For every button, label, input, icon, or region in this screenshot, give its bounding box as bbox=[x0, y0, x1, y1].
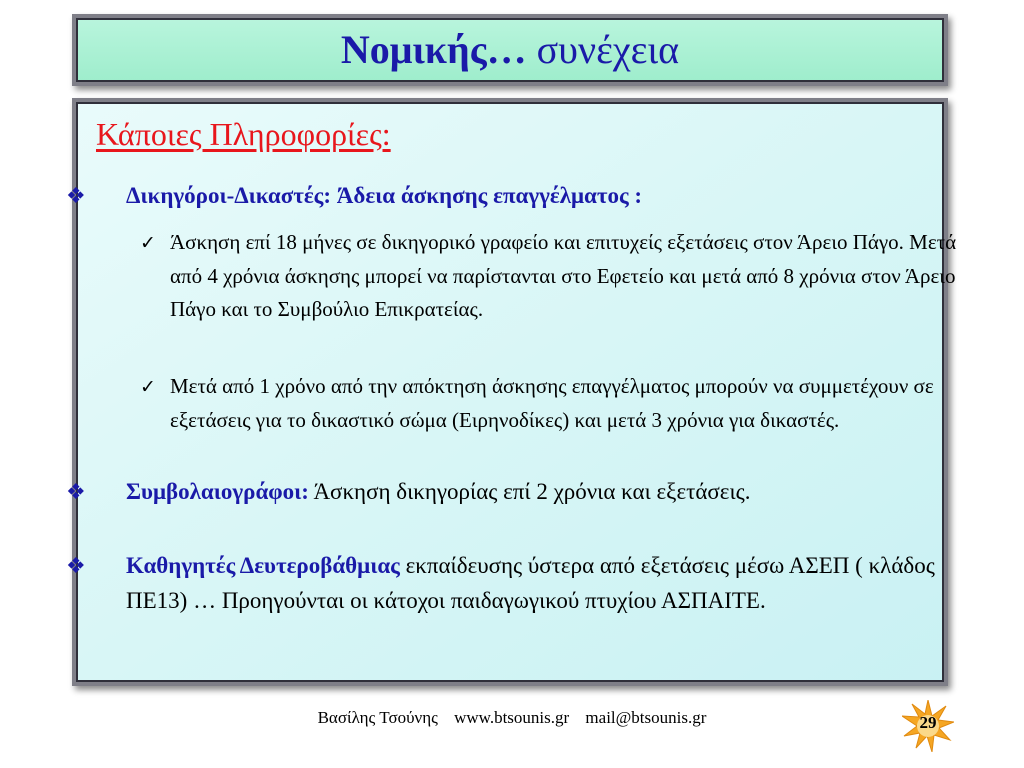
footer-website[interactable]: www.btsounis.gr bbox=[454, 708, 570, 727]
slide-title bbox=[340, 27, 680, 72]
diamond-bullet-icon: ❖ bbox=[66, 183, 86, 208]
list-item-lawyers bbox=[66, 178, 956, 213]
diamond-bullet-icon: ❖ bbox=[66, 553, 86, 578]
list-item-notaries bbox=[66, 474, 956, 509]
item-text: εκπαίδευσης ύστερα από εξετάσεις μέσω ΑΣΕΠ ( κλάδος ΠΕ13) … Προηγούνται οι κάτοχοι παιδαγωγικού πτυχίου ΑΣΠΑΙΤΕ. bbox=[126, 553, 935, 613]
diamond-bullet-icon: ❖ bbox=[66, 479, 86, 504]
footer-author: Βασίλης Τσούνης bbox=[317, 708, 438, 727]
page-number: 29 bbox=[919, 713, 937, 732]
title-bar bbox=[72, 14, 948, 86]
footer-email[interactable]: mail@btsounis.gr bbox=[585, 708, 707, 727]
footer bbox=[0, 708, 1024, 728]
content-panel bbox=[66, 98, 957, 686]
item-label: Συμβολαιογράφοι: bbox=[126, 479, 309, 504]
list-item-teachers bbox=[66, 548, 956, 618]
check-item-text: Άσκηση επί 18 μήνες σε δικηγορικό γραφείο και επιτυχείς εξετάσεις στον Άρειο Πάγο. Μετά από 4 χρόνια άσκησης μπορεί να παρίστανται στο Εφετείο και μετά από 8 χρόνια στον Άρειο Πάγο και το Συμβούλιο Επικρατείας. bbox=[170, 230, 957, 321]
item-label: Καθηγητές Δευτεροβάθμιας bbox=[126, 553, 400, 578]
title-strong: Νομικής… bbox=[340, 27, 527, 72]
item-text: Άσκηση δικηγορίας επί 2 χρόνια και εξετάσεις. bbox=[313, 479, 751, 504]
checkmark-icon: ✓ bbox=[140, 232, 156, 254]
title-light: συνέχεια bbox=[536, 27, 680, 72]
check-item-1 bbox=[140, 226, 960, 326]
item-label: Δικηγόροι-Δικαστές: bbox=[126, 183, 332, 208]
check-item-text: Μετά από 1 χρόνο από την απόκτηση άσκησης επαγγέλματος μπορούν να συμμετέχουν σε εξετάσεις για το δικαστικό σώμα (Ειρηνοδίκες) και μετά 3 χρόνια για δικαστές. bbox=[170, 374, 934, 432]
checkmark-icon: ✓ bbox=[140, 376, 156, 398]
check-item-2 bbox=[140, 370, 960, 437]
item-sublabel: Άδεια άσκησης επαγγέλματος : bbox=[336, 183, 643, 208]
section-heading: Κάποιες Πληροφορίες: bbox=[96, 116, 391, 152]
page-number-badge bbox=[902, 700, 954, 752]
